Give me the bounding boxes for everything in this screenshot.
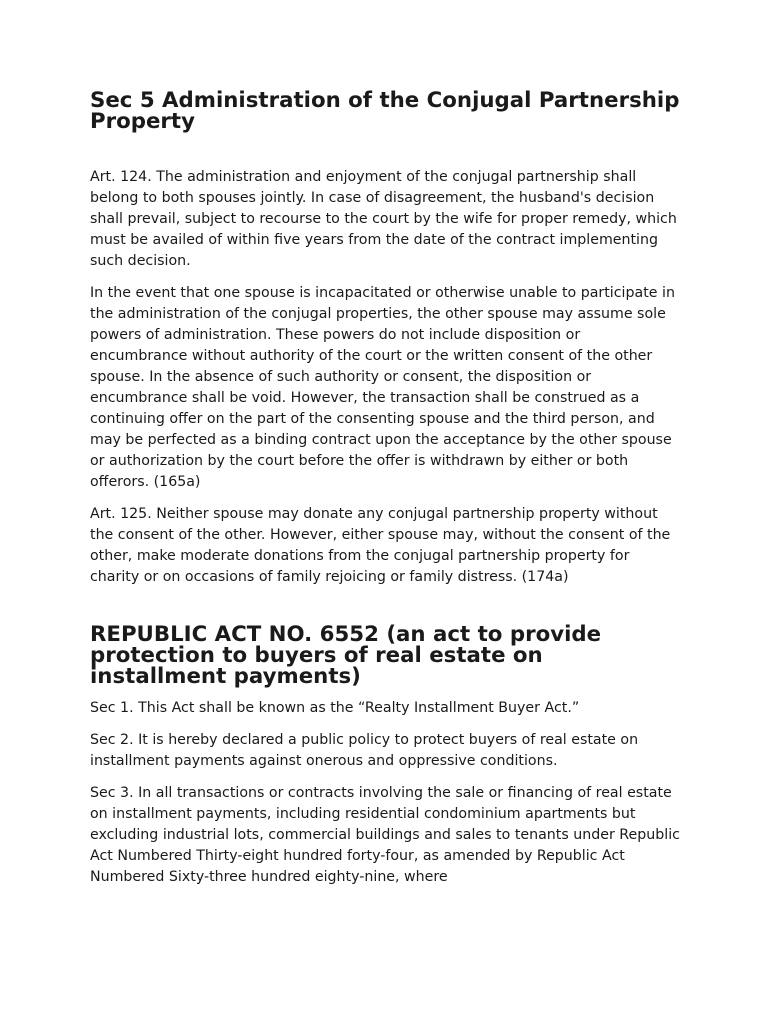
paragraph-art-124: Art. 124. The administration and enjoyment of the conjugal partnership shall belong to both spouses jointly. In case of disagreement, the husband's decision shall prevail, subject to recourse to the court by the wife for proper remedy, which must be availed of within five years from the date of the contract implementing such decision. [90,169,677,269]
paragraph-art-125: Art. 125. Neither spouse may donate any conjugal partnership property without the consent of the other. However, either spouse may, without the consent of the other, make moderate donations from the conjugal partnership property for charity or on occasions of family rejoicing or family distress. (174a) [90,506,671,585]
paragraph-sec-2: Sec 2. It is hereby declared a public policy to protect buyers of real estate on installment payments against onerous and oppressive conditions. [90,732,639,769]
section-conjugal-partnership [90,90,680,588]
section-republic-act-6552 [90,624,680,888]
section-heading: REPUBLIC ACT NO. 6552 (an act to provide protection to buyers of real estate on installment payments) [90,622,602,689]
section-heading: Sec 5 Administration of the Conjugal Partnership Property [90,88,680,134]
paragraph-incapacitated-spouse: In the event that one spouse is incapacitated or otherwise unable to participate in the administration of the conjugal properties, the other spouse may assume sole powers of administration. These powers do not include disposition or encumbrance without authority of the court or the written consent of the other spouse. In the absence of such authority or consent, the disposition or encumbrance shall be void. However, the transaction shall be construed as a continuing offer on the part of the consenting spouse and the third person, and may be perfected as a binding contract upon the acceptance by the other spouse or authorization by the court before the offer is withdrawn by either or both offerors. (165a) [90,285,675,490]
document-page [90,90,680,899]
paragraph-sec-3: Sec 3. In all transactions or contracts involving the sale or financing of real estate on installment payments, including residential condominium apartments but excluding industrial lots, commercial buildings and sales to tenants under Republic Act Numbered Thirty-eight hundred forty-four, as amended by Republic Act Numbered Sixty-three hundred eighty-nine, where [90,785,680,885]
paragraph-sec-1: Sec 1. This Act shall be known as the “Realty Installment Buyer Act.” [90,700,580,716]
